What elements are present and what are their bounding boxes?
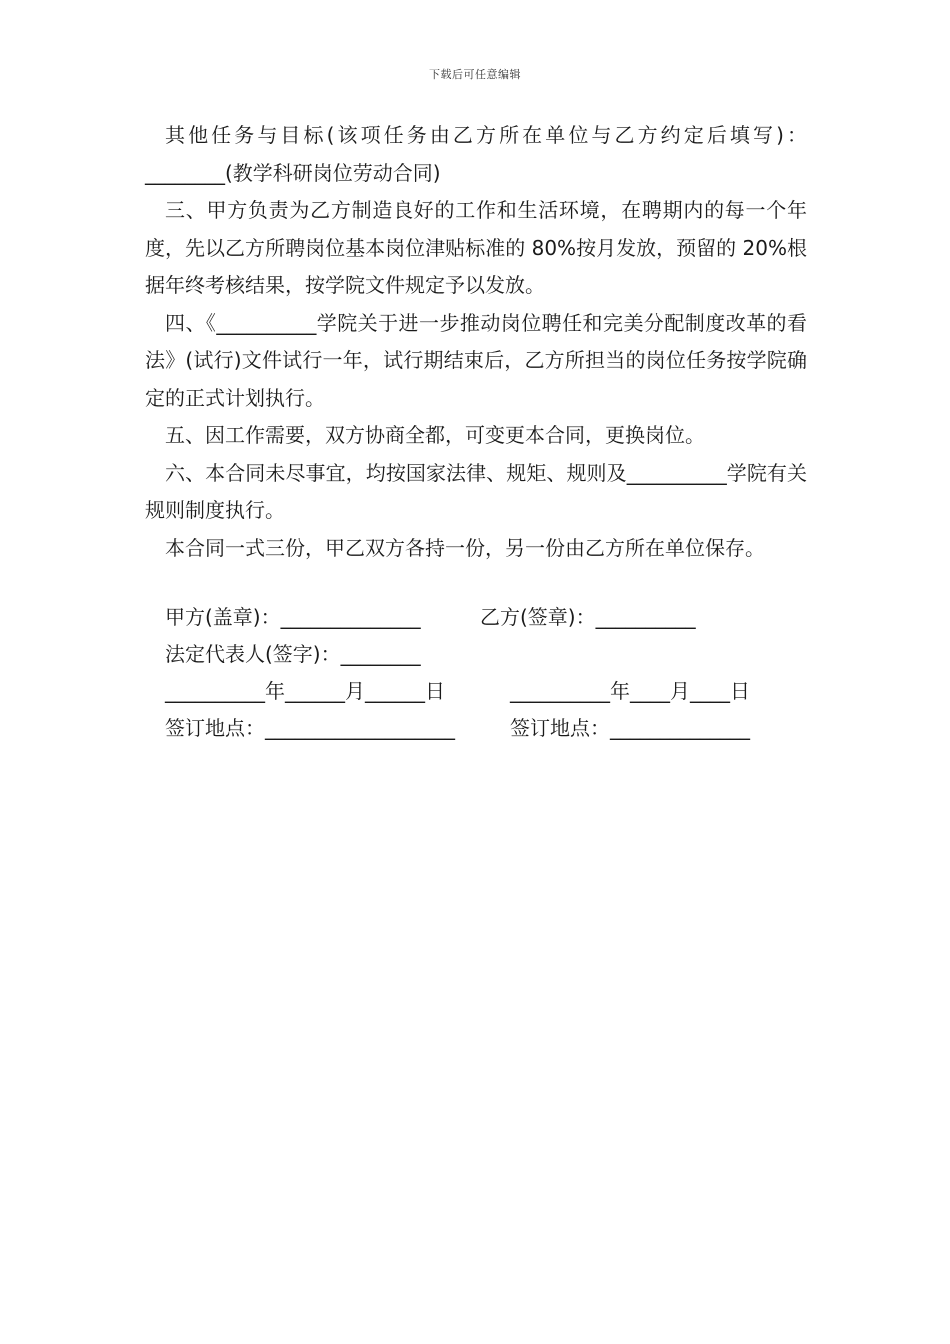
paragraph-three: 三、甲方负责为乙方制造良好的工作和生活环境，在聘期内的每一个年度，先以乙方所聘岗位基本岗位津贴标准的 80%按月发放，预留的 20%根据年终考核结果，按学院文件规定予以发放。 xyxy=(145,198,807,297)
paragraph-other-tasks: 其他任务与目标(该项任务由乙方所在单位与乙方约定后填写)：________(教学科研岗位劳动合同) xyxy=(145,123,807,185)
paragraph-five: 五、因工作需要，双方协商全都，可变更本合同，更换岗位。 xyxy=(165,423,705,447)
date-party-b: __________年____月____日 xyxy=(510,679,750,703)
legal-representative-sign: 法定代表人(签字)：________ xyxy=(165,642,421,666)
paragraph-six: 六、本合同未尽事宜，均按国家法律、规矩、规则及__________学院有关规则制度执行。 xyxy=(145,460,807,522)
paragraph-copies: 本合同一式三份，甲乙双方各持一份，另一份由乙方所在单位保存。 xyxy=(165,535,765,560)
party-b-sign: 乙方(签章)：__________ xyxy=(480,605,696,629)
party-a-seal: 甲方(盖章)：______________ xyxy=(165,605,421,629)
paragraph-four: 四、《__________学院关于进一步推动岗位聘任和完美分配制度改革的看法》(试行)文件试行一年，试行期结束后，乙方所担当的岗位任务按学院确定的正式计划执行。 xyxy=(145,310,807,410)
signing-place-b: 签订地点：______________ xyxy=(510,716,750,740)
header-note: 下载后可任意编辑 xyxy=(429,68,521,81)
contract-body xyxy=(145,117,807,567)
date-party-a: __________年______月______日 xyxy=(165,679,445,703)
signing-place-a: 签订地点：___________________ xyxy=(165,716,455,740)
